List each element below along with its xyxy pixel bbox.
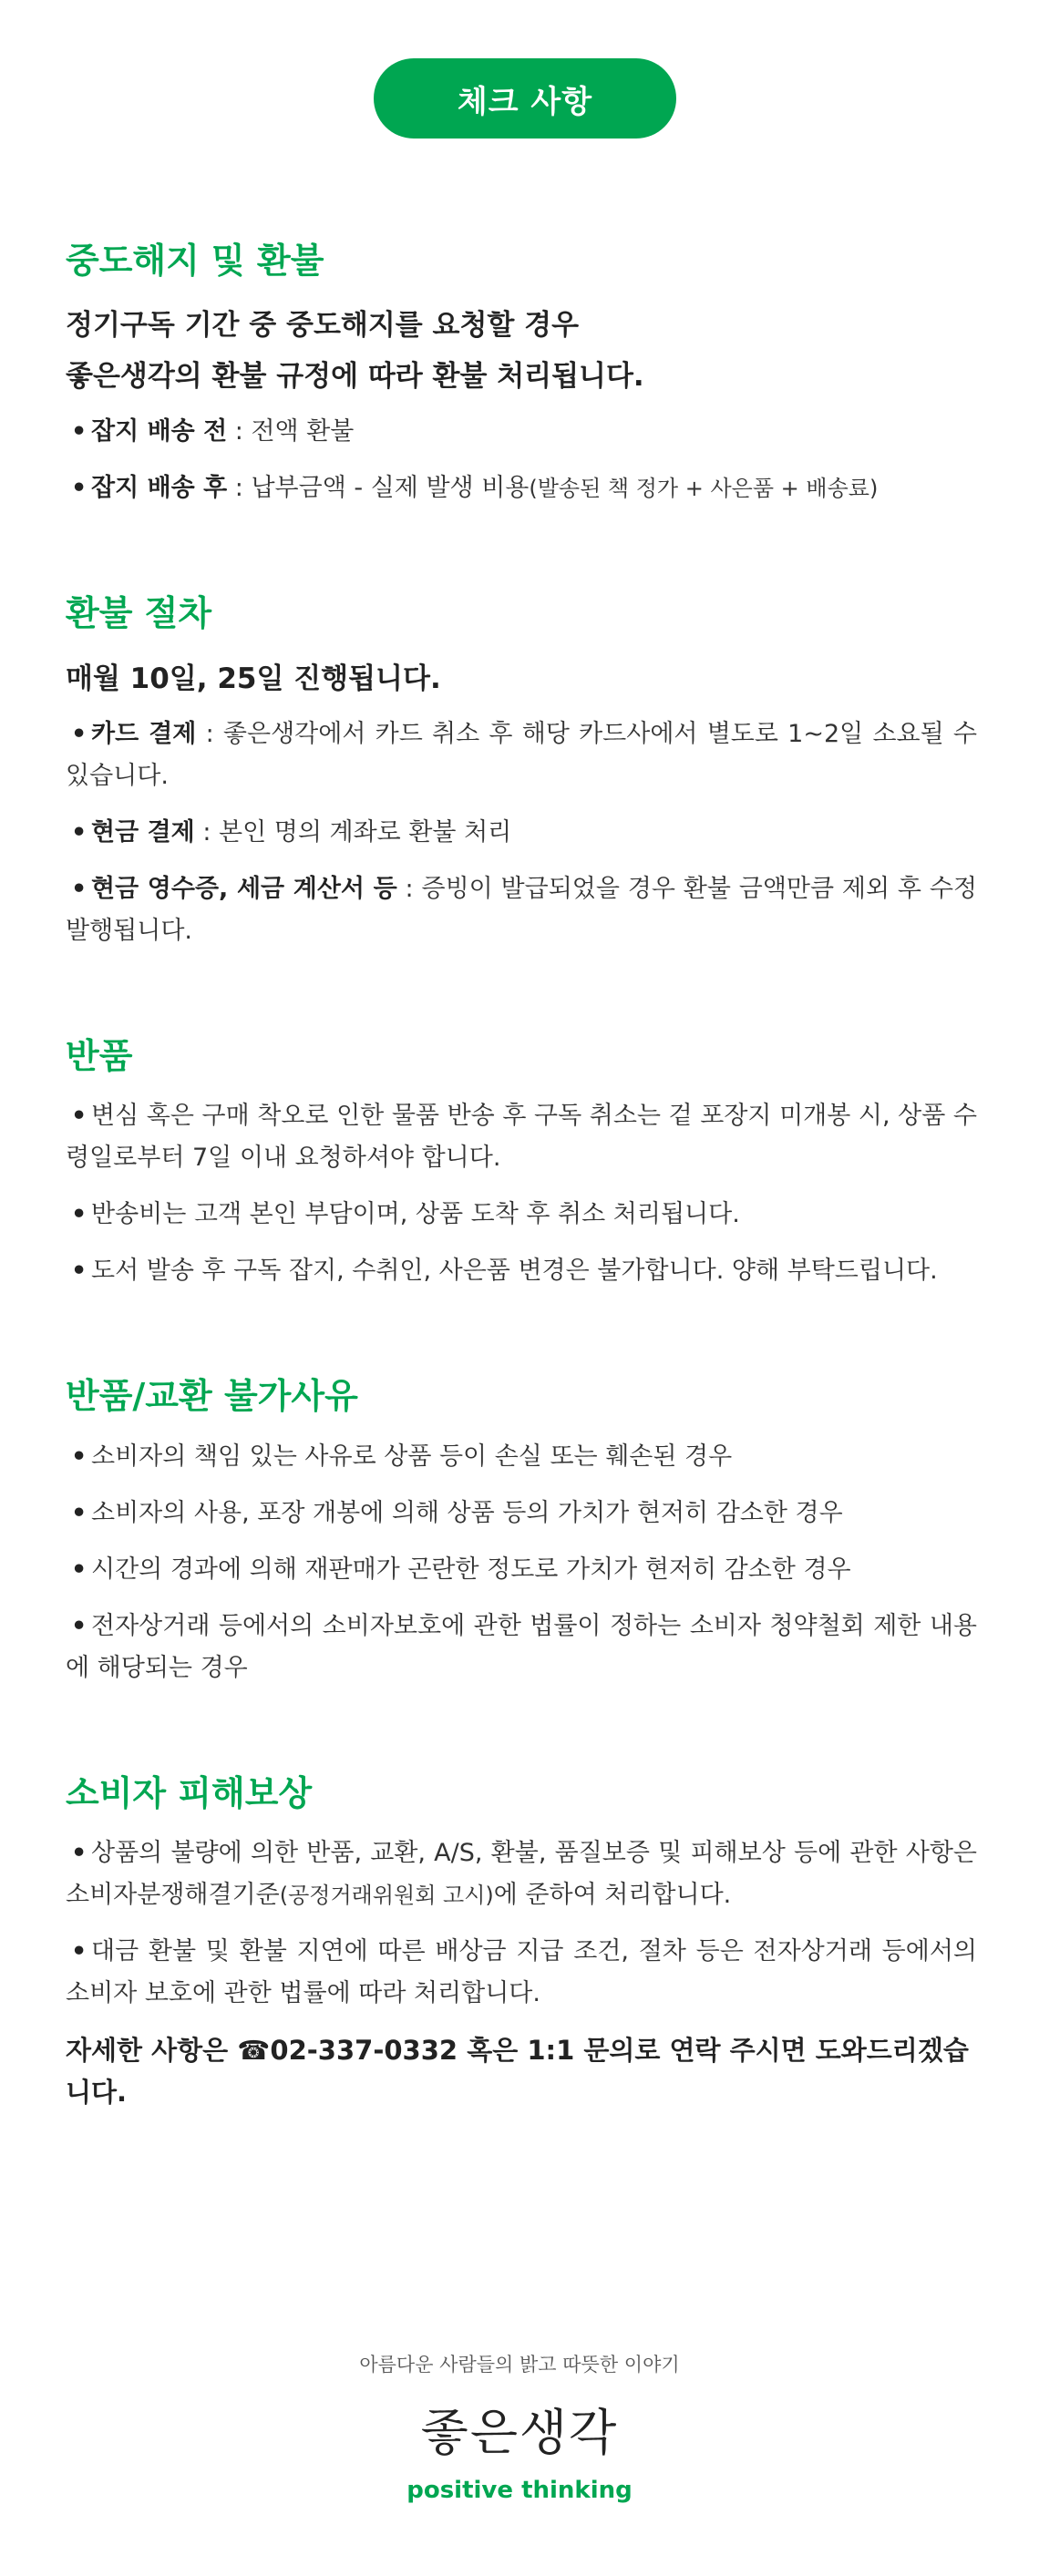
item-text: : 본인 명의 계좌로 환불 처리 [194,817,512,847]
item-text: 상품의 불량에 의한 반품, 교환, A/S, 환불, 품질보증 및 피해보상 등에 관한 사항은 소비자분쟁해결기준 [66,1838,977,1909]
item-list [66,713,977,952]
item-text: : 전액 환불 [227,417,355,446]
list-item [66,467,977,509]
section-lead [66,653,977,704]
section-refund-procedure [66,591,977,951]
list-item [66,1832,977,1916]
item-text: 시간의 경과에 의해 재판매가 곤란한 정도로 가치가 현저히 감소한 경우 [91,1555,851,1584]
section-consumer-compensation [66,1771,977,2113]
item-text: : 좋은생각에서 카드 취소 후 해당 카드사에서 별도로 1~2일 소요될 수 있습니다. [66,719,977,790]
item-text: 도서 발송 후 구독 잡지, 수취인, 사은품 변경은 불가합니다. 양해 부탁드립니다. [91,1257,938,1286]
list-item [66,1436,977,1478]
lead-line: 정기구독 기간 중 중도해지를 요청할 경우 [66,309,580,343]
item-note: (공정거래위원회 고시) [279,1882,494,1908]
list-item [66,1493,977,1534]
phone-icon: ☎ [237,2034,271,2066]
content [66,239,977,2113]
section-lead [66,300,977,402]
bullet-icon: • [71,719,87,748]
bullet-icon: • [71,1200,87,1229]
list-item [66,1549,977,1591]
item-text: 대금 환불 및 환불 지연에 따른 배상금 지급 조건, 절차 등은 전자상거래 등에서의 소비자 보호에 관한 법률에 따라 처리합니다. [66,1936,977,2007]
bullet-icon: • [71,817,87,847]
bullet-icon: • [71,1442,87,1471]
section-title: 환불 절차 [66,593,212,634]
contact-note [66,2029,977,2113]
item-term: 현금 영수증, 세금 계산서 등 [91,874,397,903]
bullet-icon: • [71,1611,87,1640]
section-title: 소비자 피해보상 [66,1772,313,1813]
section-title: 반품 [66,1035,133,1076]
item-text-after: 에 준하여 처리합니다. [493,1880,732,1909]
item-term: 잡지 배송 후 [91,474,228,503]
item-text: 소비자의 책임 있는 사유로 상품 등이 손실 또는 훼손된 경우 [91,1442,733,1471]
item-text: : 납부금액 - 실제 발생 비용 [227,474,530,503]
list-item [66,868,977,952]
bullet-icon: • [71,874,87,903]
contact-text-before: 자세한 사항은 [66,2034,238,2066]
item-term: 카드 결제 [91,719,197,748]
brand-logo-subtitle: positive thinking [406,2477,633,2504]
item-list [66,411,977,509]
list-item [66,812,977,854]
item-text: 반송비는 고객 본인 부담이며, 상품 도착 후 취소 처리됩니다. [91,1200,740,1229]
lead-line: 매월 10일, 25일 진행됩니다. [66,662,441,695]
bullet-icon: • [71,1936,87,1965]
list-item [66,713,977,797]
section-non-returnable-reasons [66,1374,977,1688]
bullet-icon: • [71,1498,87,1527]
list-item [66,1931,977,2015]
section-cancellation-refund [66,239,977,509]
item-term: 현금 결제 [91,817,195,847]
item-text: 전자상거래 등에서의 소비자보호에 관한 법률이 정하는 소비자 청약철회 제한 내용에 해당되는 경우 [66,1611,977,1682]
item-note: (발송된 책 정가 + 사은품 + 배송료) [529,476,879,502]
item-list [66,1436,977,1689]
section-title: 중도해지 및 환불 [66,241,324,281]
bullet-icon: • [71,1555,87,1584]
item-term: 잡지 배송 전 [91,417,228,446]
list-item [66,1250,977,1292]
list-item [66,411,977,453]
item-list [66,1832,977,2015]
bullet-icon: • [71,474,87,503]
bullet-icon: • [71,1102,87,1131]
list-item [66,1095,977,1179]
lead-line: 좋은생각의 환불 규정에 따라 환불 처리됩니다. [66,360,644,394]
item-text: 변심 혹은 구매 착오로 인한 물품 반송 후 구독 취소는 겉 포장지 미개봉 시, 상품 수령일로부터 7일 이내 요청하셔야 합니다. [66,1102,977,1173]
bullet-icon: • [71,1257,87,1286]
list-item [66,1606,977,1689]
footer [0,2351,1039,2506]
item-text: : 증빙이 발급되었을 경우 환불 금액만큼 제외 후 수정 발행됩니다. [66,874,977,945]
item-list [66,1095,977,1292]
check-items-badge: 체크 사항 [374,58,676,139]
footer-tagline: 아름다운 사람들의 밝고 따뜻한 이야기 [359,2354,680,2376]
phone-number: 02-337-0332 [270,2034,458,2066]
section-title: 반품/교환 불가사유 [66,1376,358,1417]
item-text: 소비자의 사용, 포장 개봉에 의해 상품 등의 가치가 현저히 감소한 경우 [91,1498,843,1527]
bullet-icon: • [71,1838,87,1867]
brand-logo: 좋은생각 [420,2404,619,2461]
section-returns [66,1034,977,1292]
contact-text-after: 혹은 1:1 문의로 연락 주시면 도와드리겠습니다. [66,2034,969,2108]
bullet-icon: • [71,417,87,446]
list-item [66,1194,977,1236]
